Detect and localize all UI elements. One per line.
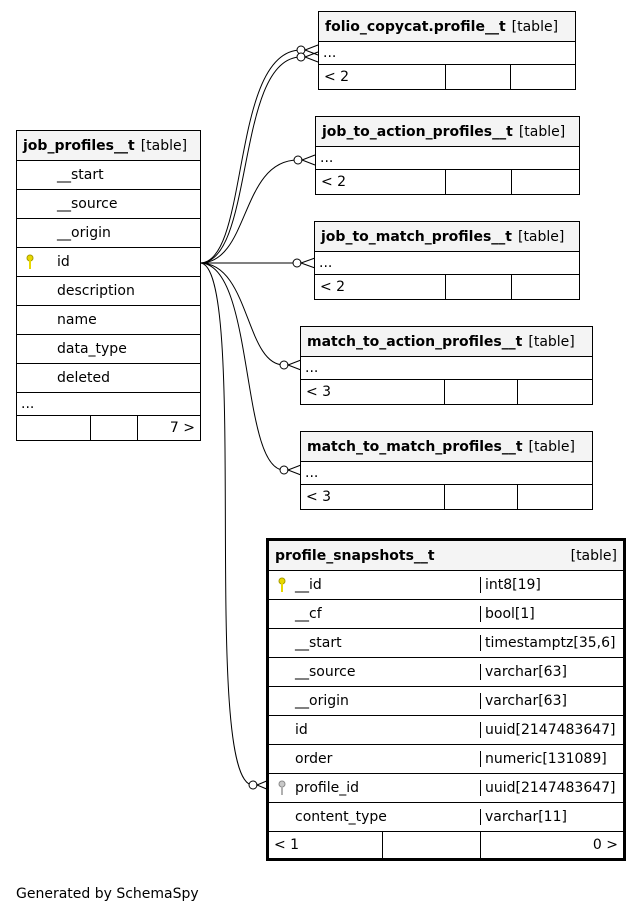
column-type: uuid[2147483647] <box>485 722 616 738</box>
column-name: id <box>295 722 308 738</box>
table-footer <box>301 485 592 509</box>
footer-cell: < 1 <box>269 832 383 858</box>
table-header <box>316 117 579 147</box>
table-header <box>17 131 200 161</box>
column-type: varchar[63] <box>485 664 567 680</box>
footer-cell: < 2 <box>315 275 446 299</box>
column-name: deleted <box>57 370 110 386</box>
table-header <box>301 327 592 357</box>
column-name: __origin <box>295 693 349 709</box>
table-job-to-match-profiles[interactable] <box>314 221 580 300</box>
column-row <box>17 248 200 277</box>
column-type: uuid[2147483647] <box>485 780 616 796</box>
table-name: profile_snapshots__t <box>275 547 435 564</box>
column-name: __cf <box>295 606 322 622</box>
column-type: int8[19] <box>485 577 541 593</box>
table-name: job_to_match_profiles__t <box>321 228 512 245</box>
edge-folio-copycat <box>200 50 301 263</box>
column-name: __id <box>295 577 322 593</box>
column-type: varchar[63] <box>485 693 567 709</box>
footer-cell: < 3 <box>301 485 445 509</box>
footer-cell: < 2 <box>316 170 446 194</box>
column-row <box>269 803 623 832</box>
column-row <box>269 774 623 803</box>
table-kind: [table] <box>570 547 617 564</box>
ellipsis-row: ... <box>301 357 592 380</box>
table-job-to-action-profiles[interactable] <box>315 116 580 195</box>
column-name: __start <box>57 167 104 183</box>
column-row <box>17 190 200 219</box>
table-kind: [table] <box>511 18 559 35</box>
column-row <box>269 716 623 745</box>
column-row <box>269 571 623 600</box>
table-header <box>269 541 623 571</box>
column-name: name <box>57 312 97 328</box>
column-row <box>269 658 623 687</box>
footer-cell <box>518 380 592 404</box>
column-name: description <box>57 283 135 299</box>
footer-cell: < 2 <box>319 65 446 89</box>
edge-profile-snapshots <box>200 263 253 785</box>
table-name: folio_copycat.profile__t <box>325 18 506 35</box>
column-type: bool[1] <box>485 606 535 622</box>
table-name: match_to_action_profiles__t <box>307 333 523 350</box>
table-kind: [table] <box>518 123 566 140</box>
key-icon <box>269 577 295 593</box>
column-row <box>17 335 200 364</box>
ellipsis-row: ... <box>316 147 579 170</box>
edge-job-to-action <box>200 160 298 263</box>
table-profile-snapshots[interactable] <box>266 538 626 861</box>
table-name: job_to_action_profiles__t <box>322 123 513 140</box>
column-row <box>269 629 623 658</box>
column-name: id <box>57 254 70 270</box>
table-job-profiles[interactable] <box>16 130 201 441</box>
column-row <box>17 364 200 393</box>
column-name: __start <box>295 635 342 651</box>
table-name: job_profiles__t <box>23 137 135 154</box>
table-header <box>319 12 575 42</box>
column-name: order <box>295 751 333 767</box>
footer-cell <box>91 416 138 440</box>
table-kind: [table] <box>140 137 188 154</box>
column-row <box>17 306 200 335</box>
table-footer <box>301 380 592 404</box>
footer-cell <box>446 170 512 194</box>
footer-cell: 0 > <box>592 837 618 853</box>
edge-folio-copycat-2 <box>200 57 301 263</box>
table-header <box>301 432 592 462</box>
table-kind: [table] <box>517 228 565 245</box>
column-row <box>17 219 200 248</box>
column-row <box>269 687 623 716</box>
key-icon <box>17 254 43 270</box>
footer-cell <box>446 275 512 299</box>
column-type: timestamptz[35,6] <box>485 635 616 651</box>
footer-cell <box>512 275 579 299</box>
table-footer <box>316 170 579 194</box>
column-name: __source <box>295 664 356 680</box>
footer-cell <box>17 416 91 440</box>
table-match-to-match-profiles[interactable] <box>300 431 593 510</box>
table-folio-copycat-profile[interactable] <box>318 11 576 90</box>
ellipsis-row: ... <box>301 462 592 485</box>
edge-match-to-match <box>200 263 284 470</box>
table-footer <box>17 416 200 440</box>
footer-cell <box>512 170 579 194</box>
column-type: numeric[131089] <box>485 751 607 767</box>
column-row <box>269 600 623 629</box>
table-footer <box>269 832 623 858</box>
table-footer <box>315 275 579 299</box>
footer-cell <box>511 65 575 89</box>
column-row <box>269 745 623 774</box>
footer-cell <box>383 832 481 858</box>
column-type: varchar[11] <box>485 809 567 825</box>
column-name: content_type <box>295 809 387 825</box>
footer-cell: 7 > <box>169 420 195 436</box>
footer-cell: < 3 <box>301 380 445 404</box>
table-header <box>315 222 579 252</box>
column-name: __source <box>57 196 118 212</box>
column-name: data_type <box>57 341 127 357</box>
column-name: profile_id <box>295 780 359 796</box>
ellipsis-row: ... <box>17 393 200 416</box>
table-match-to-action-profiles[interactable] <box>300 326 593 405</box>
foreign-key-icon <box>269 780 295 796</box>
ellipsis-row: ... <box>315 252 579 275</box>
table-name: match_to_match_profiles__t <box>307 438 523 455</box>
column-name: __origin <box>57 225 111 241</box>
generated-by-label: Generated by SchemaSpy <box>16 886 199 902</box>
ellipsis-row: ... <box>319 42 575 65</box>
table-kind: [table] <box>528 333 575 350</box>
footer-cell <box>518 485 592 509</box>
column-row <box>17 277 200 306</box>
column-row <box>17 161 200 190</box>
table-kind: [table] <box>528 438 575 455</box>
footer-cell <box>445 485 518 509</box>
footer-cell <box>445 380 518 404</box>
footer-cell <box>446 65 511 89</box>
table-footer <box>319 65 575 89</box>
